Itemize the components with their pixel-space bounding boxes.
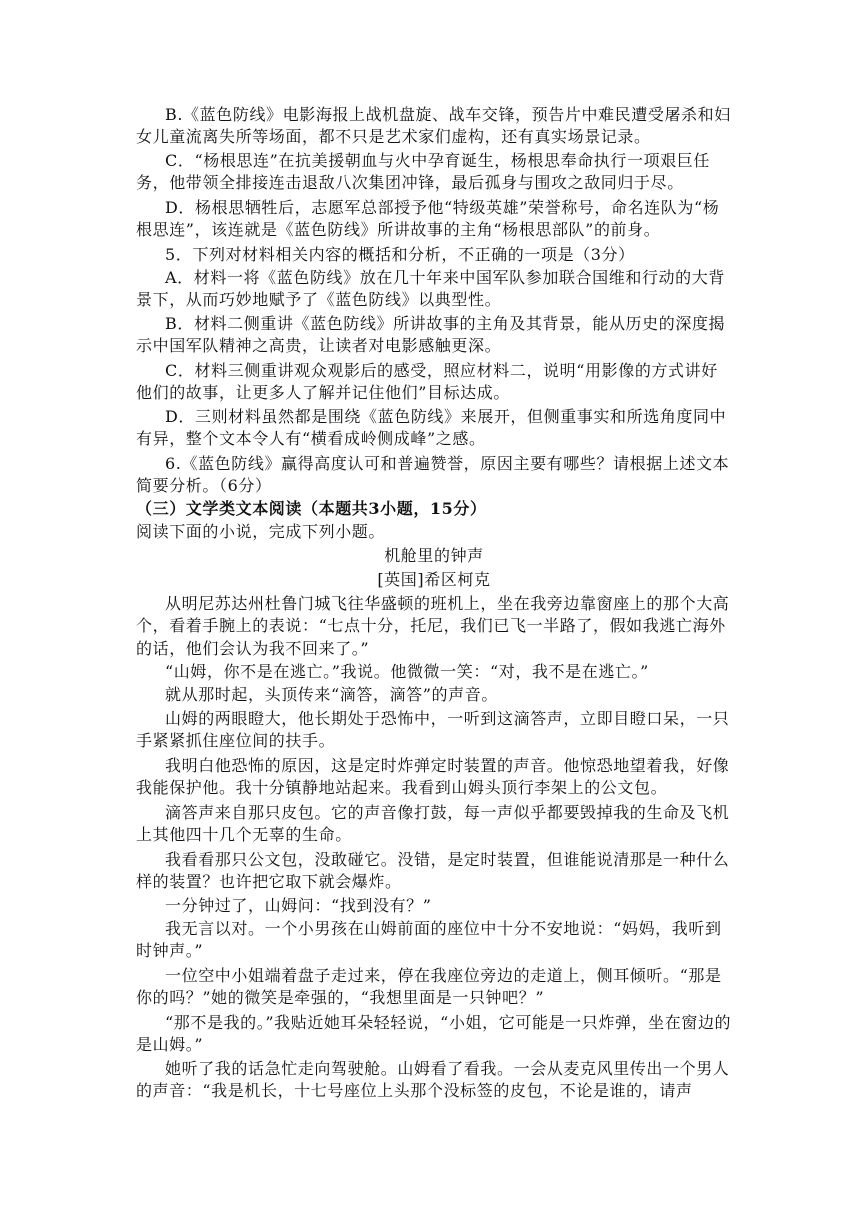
option-5c: C．材料三侧重讲观众观影后的感受，照应材料二，说明“用影像的方式讲好他们的故事，让更多人了解并记住他们”目标达成。 bbox=[136, 361, 718, 403]
option-5b: B．材料二侧重讲《蓝色防线》所讲故事的主角及其背景，能从历史的深度揭示中国军队精神之高贵，让读者对电影感触更深。 bbox=[136, 314, 726, 356]
option-5d: D．三则材料虽然都是围绕《蓝色防线》来展开，但侧重事实和所选角度同中有异，整个文本令人有“横看成岭侧成峰”之感。 bbox=[136, 407, 727, 449]
option-4d: D．杨根思牺牲后，志愿军总部授予他“特级英雄”荣誉称号，命名连队为“杨根思连”，该连就是《蓝色防线》所讲故事的主角“杨根思部队”的前身。 bbox=[136, 198, 720, 240]
option-5a: A．材料一将《蓝色防线》放在几十年来中国军队参加联合国维和行动的大背景下，从而巧妙地赋予了《蓝色防线》以典型性。 bbox=[136, 268, 725, 310]
section-heading: （三）文学类文本阅读（本题共3小题，15分） bbox=[136, 499, 487, 518]
story-paragraph: 从明尼苏达州杜鲁门城飞往华盛顿的班机上，坐在我旁边靠窗座上的那个大高个，看着手腕上的表说：“七点十分，托尼，我们已飞一半路了，假如我逃亡海外的话，他们会认为我不回来了。” bbox=[136, 594, 730, 658]
story-paragraph: 我看看那只公文包，没敢碰它。没错，是定时装置，但谁能说清那是一种什么样的装置？也许把它取下就会爆炸。 bbox=[136, 850, 730, 892]
story-paragraph: 她听了我的话急忙走向驾驶舱。山姆看了看我。一会从麦克风里传出一个男人的声音：“我是机长，十七号座位上头那个没标签的皮包，不论是谁的，请声 bbox=[136, 1059, 730, 1101]
story-author: [英国]希区柯克 bbox=[377, 570, 491, 589]
story-paragraph: 我明白他恐怖的原因，这是定时炸弹定时装置的声音。他惊恐地望着我，好像我能保护他。我十分镇静地站起来。我看到山姆头顶行李架上的公文包。 bbox=[136, 756, 730, 798]
story-paragraph: “山姆，你不是在逃亡。”我说。他微微一笑：“对，我不是在逃亡。” bbox=[165, 662, 649, 681]
story-paragraph: 就从那时起，头顶传来“滴答，滴答”的声音。 bbox=[165, 685, 498, 704]
question-6: 6.《蓝色防线》赢得高度认可和普遍赞誉，原因主要有哪些？请根据上述文本简要分析。（6分） bbox=[136, 454, 730, 496]
section-instruction: 阅读下面的小说，完成下列小题。 bbox=[136, 522, 386, 541]
story-paragraph: “那不是我的。”我贴近她耳朵轻轻说，“小姐，它可能是一只炸弹，坐在窗边的是山姆。” bbox=[136, 1013, 732, 1055]
story-title: 机舱里的钟声 bbox=[384, 546, 484, 565]
story-paragraph: 山姆的两眼瞪大，他长期处于恐怖中，一听到这滴答声，立即目瞪口呆，一只手紧紧抓住座位间的扶手。 bbox=[136, 709, 730, 751]
story-paragraph: 一位空中小姐端着盘子走过来，停在我座位旁边的走道上，侧耳倾听。“那是你的吗？”她的微笑是牵强的，“我想里面是一只钟吧？” bbox=[136, 966, 722, 1008]
option-4b: B.《蓝色防线》电影海报上战机盘旋、战车交锋，预告片中难民遭受屠杀和妇女儿童流离失所等场面，都不只是艺术家们虚构，还有真实场景记录。 bbox=[136, 105, 731, 147]
story-paragraph: 我无言以对。一个小男孩在山姆前面的座位中十分不安地说：“妈妈，我听到时钟声。” bbox=[136, 919, 722, 961]
question-5-stem: 5．下列对材料相关内容的概括和分析，不正确的一项是（3分） bbox=[165, 245, 635, 264]
option-4c: C．“杨根思连”在抗美援朝血与火中孕育诞生，杨根思奉命执行一项艰巨任务，他带领全排接连击退敌八次集团冲锋，最后孤身与围攻之敌同归于尽。 bbox=[136, 151, 711, 193]
story-paragraph: 滴答声来自那只皮包。它的声音像打鼓，每一声似乎都要毁掉我的生命及飞机上其他四十几个无辜的生命。 bbox=[136, 803, 730, 845]
story-paragraph: 一分钟过了，山姆问：“找到没有？” bbox=[165, 896, 432, 915]
